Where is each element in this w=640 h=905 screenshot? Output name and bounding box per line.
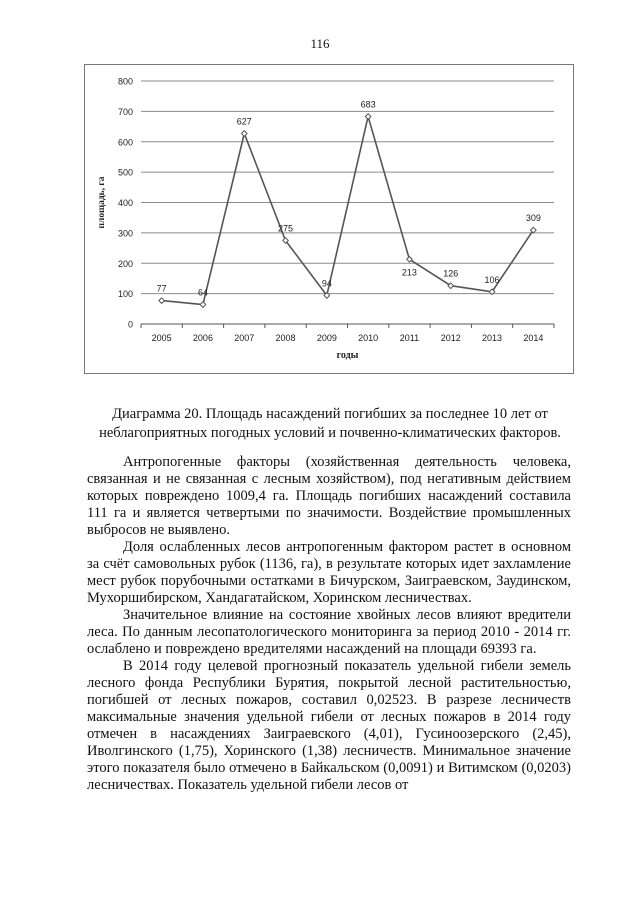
x-tick-label: 2013 [482,333,503,343]
x-tick-label: 2012 [440,333,461,343]
x-tick-label: 2009 [316,333,337,343]
y-tick-label: 300 [117,228,133,239]
y-tick-label: 400 [117,198,133,208]
caption-line-2: неблагоприятных погодных условий и почвенно-климатических факторов. [99,425,561,441]
y-tick-label: 700 [117,106,133,117]
y-tick-label: 500 [117,167,133,178]
y-axis-title: площадь, га [97,176,107,229]
paragraph: Антропогенные факторы (хозяйственная деятельность человека, связанная и не связанная с лесным хозяйством), под негативным действием которых повреждено 1009,4 га. Площадь погибших насаждений составила 111 га и является четвертыми по значимости. Воздействие промышленных выбросов не выявлено. [87,454,571,538]
paragraph: В 2014 году целевой прогнозный показатель удельной гибели земель лесного фонда Республики Бурятия, покрытой лесной растительностью, погибшей от лесных пожаров, составил 0,02523. В разрезе лесничеств максимальные значения удельной гибели от лесных пожаров в 2014 году отмечен в насаждениях Заиграевского (4,01), Гусиноозерского (2,45), Иволгинского (1,75), Хоринского (1,38) лесничеств. Минимальное значение этого показателя было отмечено в Байкальском (0,0091) и Витимском (0,0203) лесничествах. Показатель удельной гибели лесов от [87,658,571,793]
figure-caption [80,405,580,443]
data-point [241,131,247,137]
data-label: 94 [321,278,332,289]
data-label: 309 [525,213,541,224]
body-text [87,454,571,794]
data-label: 213 [401,267,417,278]
data-label: 106 [484,274,500,285]
y-tick-label: 200 [117,258,133,269]
y-tick-label: 100 [117,289,133,300]
caption-line-1: Диаграмма 20. Площадь насаждений погибших за последнее 10 лет от [112,406,548,422]
data-label: 64 [197,287,208,298]
chart-frame [84,64,574,374]
x-tick-label: 2011 [399,333,420,343]
page-number: 116 [310,36,330,51]
x-tick-label: 2014 [523,333,544,343]
x-axis-title: годы [336,350,359,361]
y-tick-label: 0 [127,319,133,330]
data-label: 627 [236,116,252,127]
paragraph: Доля ослабленных лесов антропогенным фактором растет в основном за счёт самовольных рубок (1136, га), в результате которых идет захламление мест рубок порубочными остатками в Бичурском, Заиграевском, Заудинском, Мухоршибирском, Хандагатайском, Хоринском лесничествах. [87,539,571,606]
y-tick-label: 600 [117,137,133,148]
x-tick-label: 2007 [234,333,255,343]
paragraph: Значительное влияние на состояние хвойных лесов влияют вредители леса. По данным лесопатологического мониторинга за период 2010 - 2014 гг. ослаблено и повреждено вредителями насаждений на площади 69393 га. [87,607,571,657]
data-label: 275 [278,223,294,234]
data-label: 683 [360,99,376,110]
x-tick-label: 2010 [358,333,379,343]
x-tick-label: 2005 [151,333,172,343]
data-point [159,298,165,304]
series-line [162,117,534,305]
data-label: 77 [156,283,167,294]
data-label: 126 [443,268,459,279]
y-tick-label: 800 [117,76,133,87]
x-tick-label: 2006 [192,333,213,343]
data-point [365,114,371,120]
x-tick-label: 2008 [275,333,296,343]
line-chart [85,65,575,375]
data-point [200,302,206,308]
